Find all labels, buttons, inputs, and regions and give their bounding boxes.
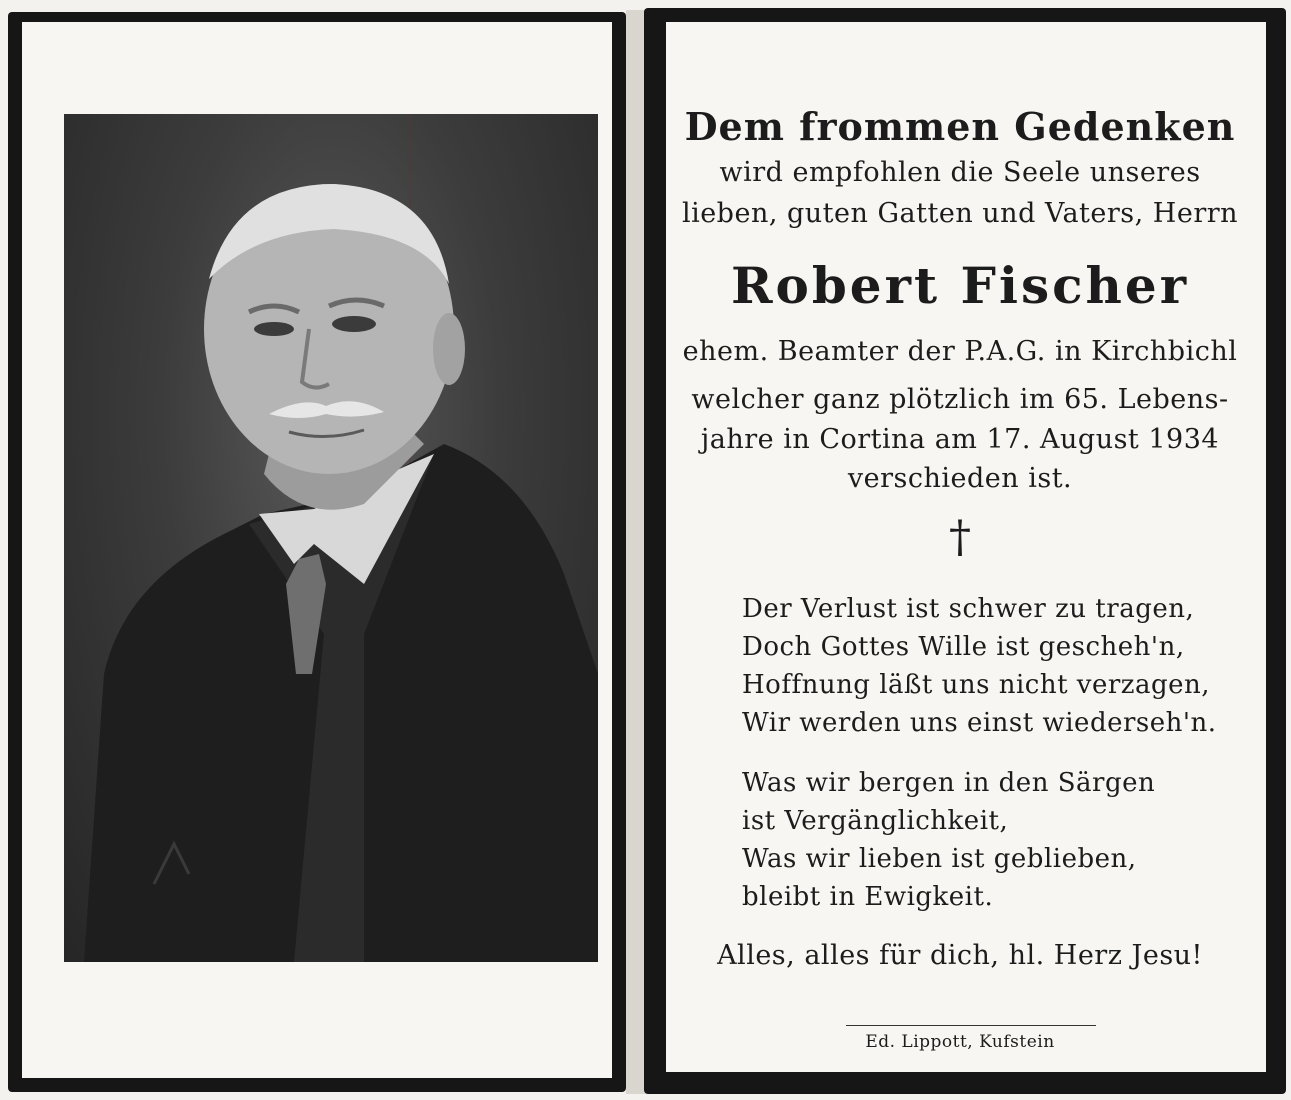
- right-panel-border: [644, 8, 1286, 1094]
- left-panel-border: [8, 12, 626, 1092]
- death-line-1: welcher ganz plötzlich im 65. Lebens-: [691, 384, 1229, 415]
- verse-line: Der Verlust ist schwer zu tragen,: [742, 594, 1195, 624]
- verse-line: Hoffnung läßt uns nicht verzagen,: [742, 670, 1211, 700]
- verse-line: Doch Gottes Wille ist gescheh'n,: [742, 632, 1185, 662]
- printer-divider: [846, 1025, 1096, 1026]
- verse-line: Was wir lieben ist geblieben,: [742, 844, 1137, 874]
- memorial-heading: Dem frommen Gedenken: [684, 104, 1236, 149]
- death-line-2: jahre in Cortina am 17. August 1934: [700, 424, 1220, 455]
- position-line: ehem. Beamter der P.A.G. in Kirchbichl: [682, 336, 1238, 367]
- printer-credit: Ed. Lippott, Kufstein: [865, 1032, 1055, 1052]
- verse-line: Was wir bergen in den Särgen: [742, 768, 1156, 798]
- intro-line-2: lieben, guten Gatten und Vaters, Herrn: [681, 198, 1239, 229]
- left-panel: [22, 22, 612, 1078]
- cross-icon: †: [949, 512, 971, 563]
- card-fold: [626, 10, 646, 1094]
- closing-prayer: Alles, alles für dich, hl. Herz Jesu!: [717, 940, 1203, 971]
- verse-line: bleibt in Ewigkeit.: [742, 882, 994, 912]
- portrait-photograph: [64, 114, 598, 962]
- right-panel: [666, 22, 1266, 1072]
- death-line-3: verschieden ist.: [847, 463, 1073, 494]
- verse-line: ist Vergänglichkeit,: [742, 806, 1009, 836]
- portrait-figure: [64, 114, 598, 962]
- verse-line: Wir werden uns einst wiederseh'n.: [742, 708, 1217, 738]
- intro-line-1: wird empfohlen die Seele unseres: [719, 157, 1201, 188]
- deceased-name: Robert Fischer: [730, 256, 1190, 315]
